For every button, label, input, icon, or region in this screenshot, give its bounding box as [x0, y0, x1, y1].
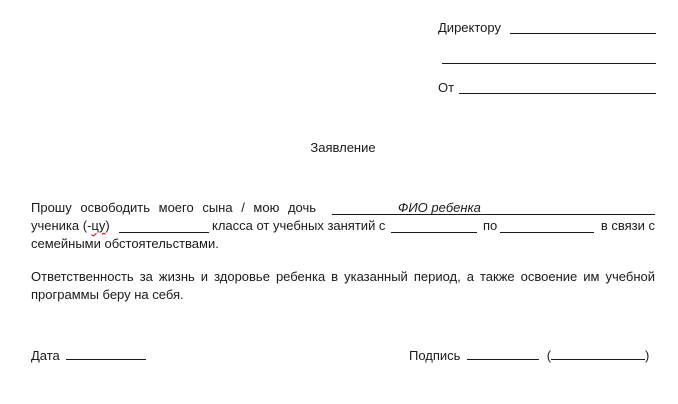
class-text: класса от учебных занятий с [212, 218, 386, 233]
reason-text: в связи с [600, 218, 655, 233]
close-paren: ) [645, 348, 650, 363]
child-name-field[interactable] [332, 199, 655, 215]
signature-decoding-field[interactable] [551, 347, 645, 360]
signature-block [409, 347, 649, 364]
po-text: по [483, 218, 498, 233]
document-title: Заявление [310, 140, 376, 155]
director-line [438, 20, 656, 36]
reason-detail: семейными обстоятельствами. [31, 236, 219, 251]
date-block [31, 347, 146, 364]
date-to-field[interactable] [500, 217, 594, 233]
from-label: От [438, 80, 455, 95]
student-label: ученика (-цу) [31, 218, 110, 233]
director-name-field[interactable] [510, 33, 656, 34]
request-text-1: Прошу освободить моего сына / мою дочь [31, 200, 317, 215]
open-paren: ( [546, 348, 552, 363]
date-label: Дата [31, 348, 60, 363]
school-line [438, 50, 656, 66]
school-name-field[interactable] [442, 63, 656, 64]
responsibility-line-2: программы беру на себя. [31, 287, 184, 302]
from-name-field[interactable] [459, 93, 656, 94]
request-paragraph [31, 199, 655, 253]
date-from-field[interactable] [391, 217, 477, 233]
responsibility-line-1: Ответственность за жизнь и здоровье ребенка в указанный период, а также освоение им учебной [31, 269, 655, 284]
signature-label: Подпись [409, 348, 461, 363]
class-field[interactable] [119, 217, 209, 233]
signature-field[interactable] [467, 347, 539, 360]
fio-placeholder: ФИО ребенка [398, 200, 481, 215]
request-line-1 [31, 199, 655, 217]
director-label: Директору [438, 20, 501, 35]
from-line [438, 80, 656, 96]
request-line-3 [31, 235, 655, 253]
date-field[interactable] [66, 347, 146, 360]
request-line-2 [31, 217, 655, 235]
responsibility-paragraph [31, 268, 655, 304]
